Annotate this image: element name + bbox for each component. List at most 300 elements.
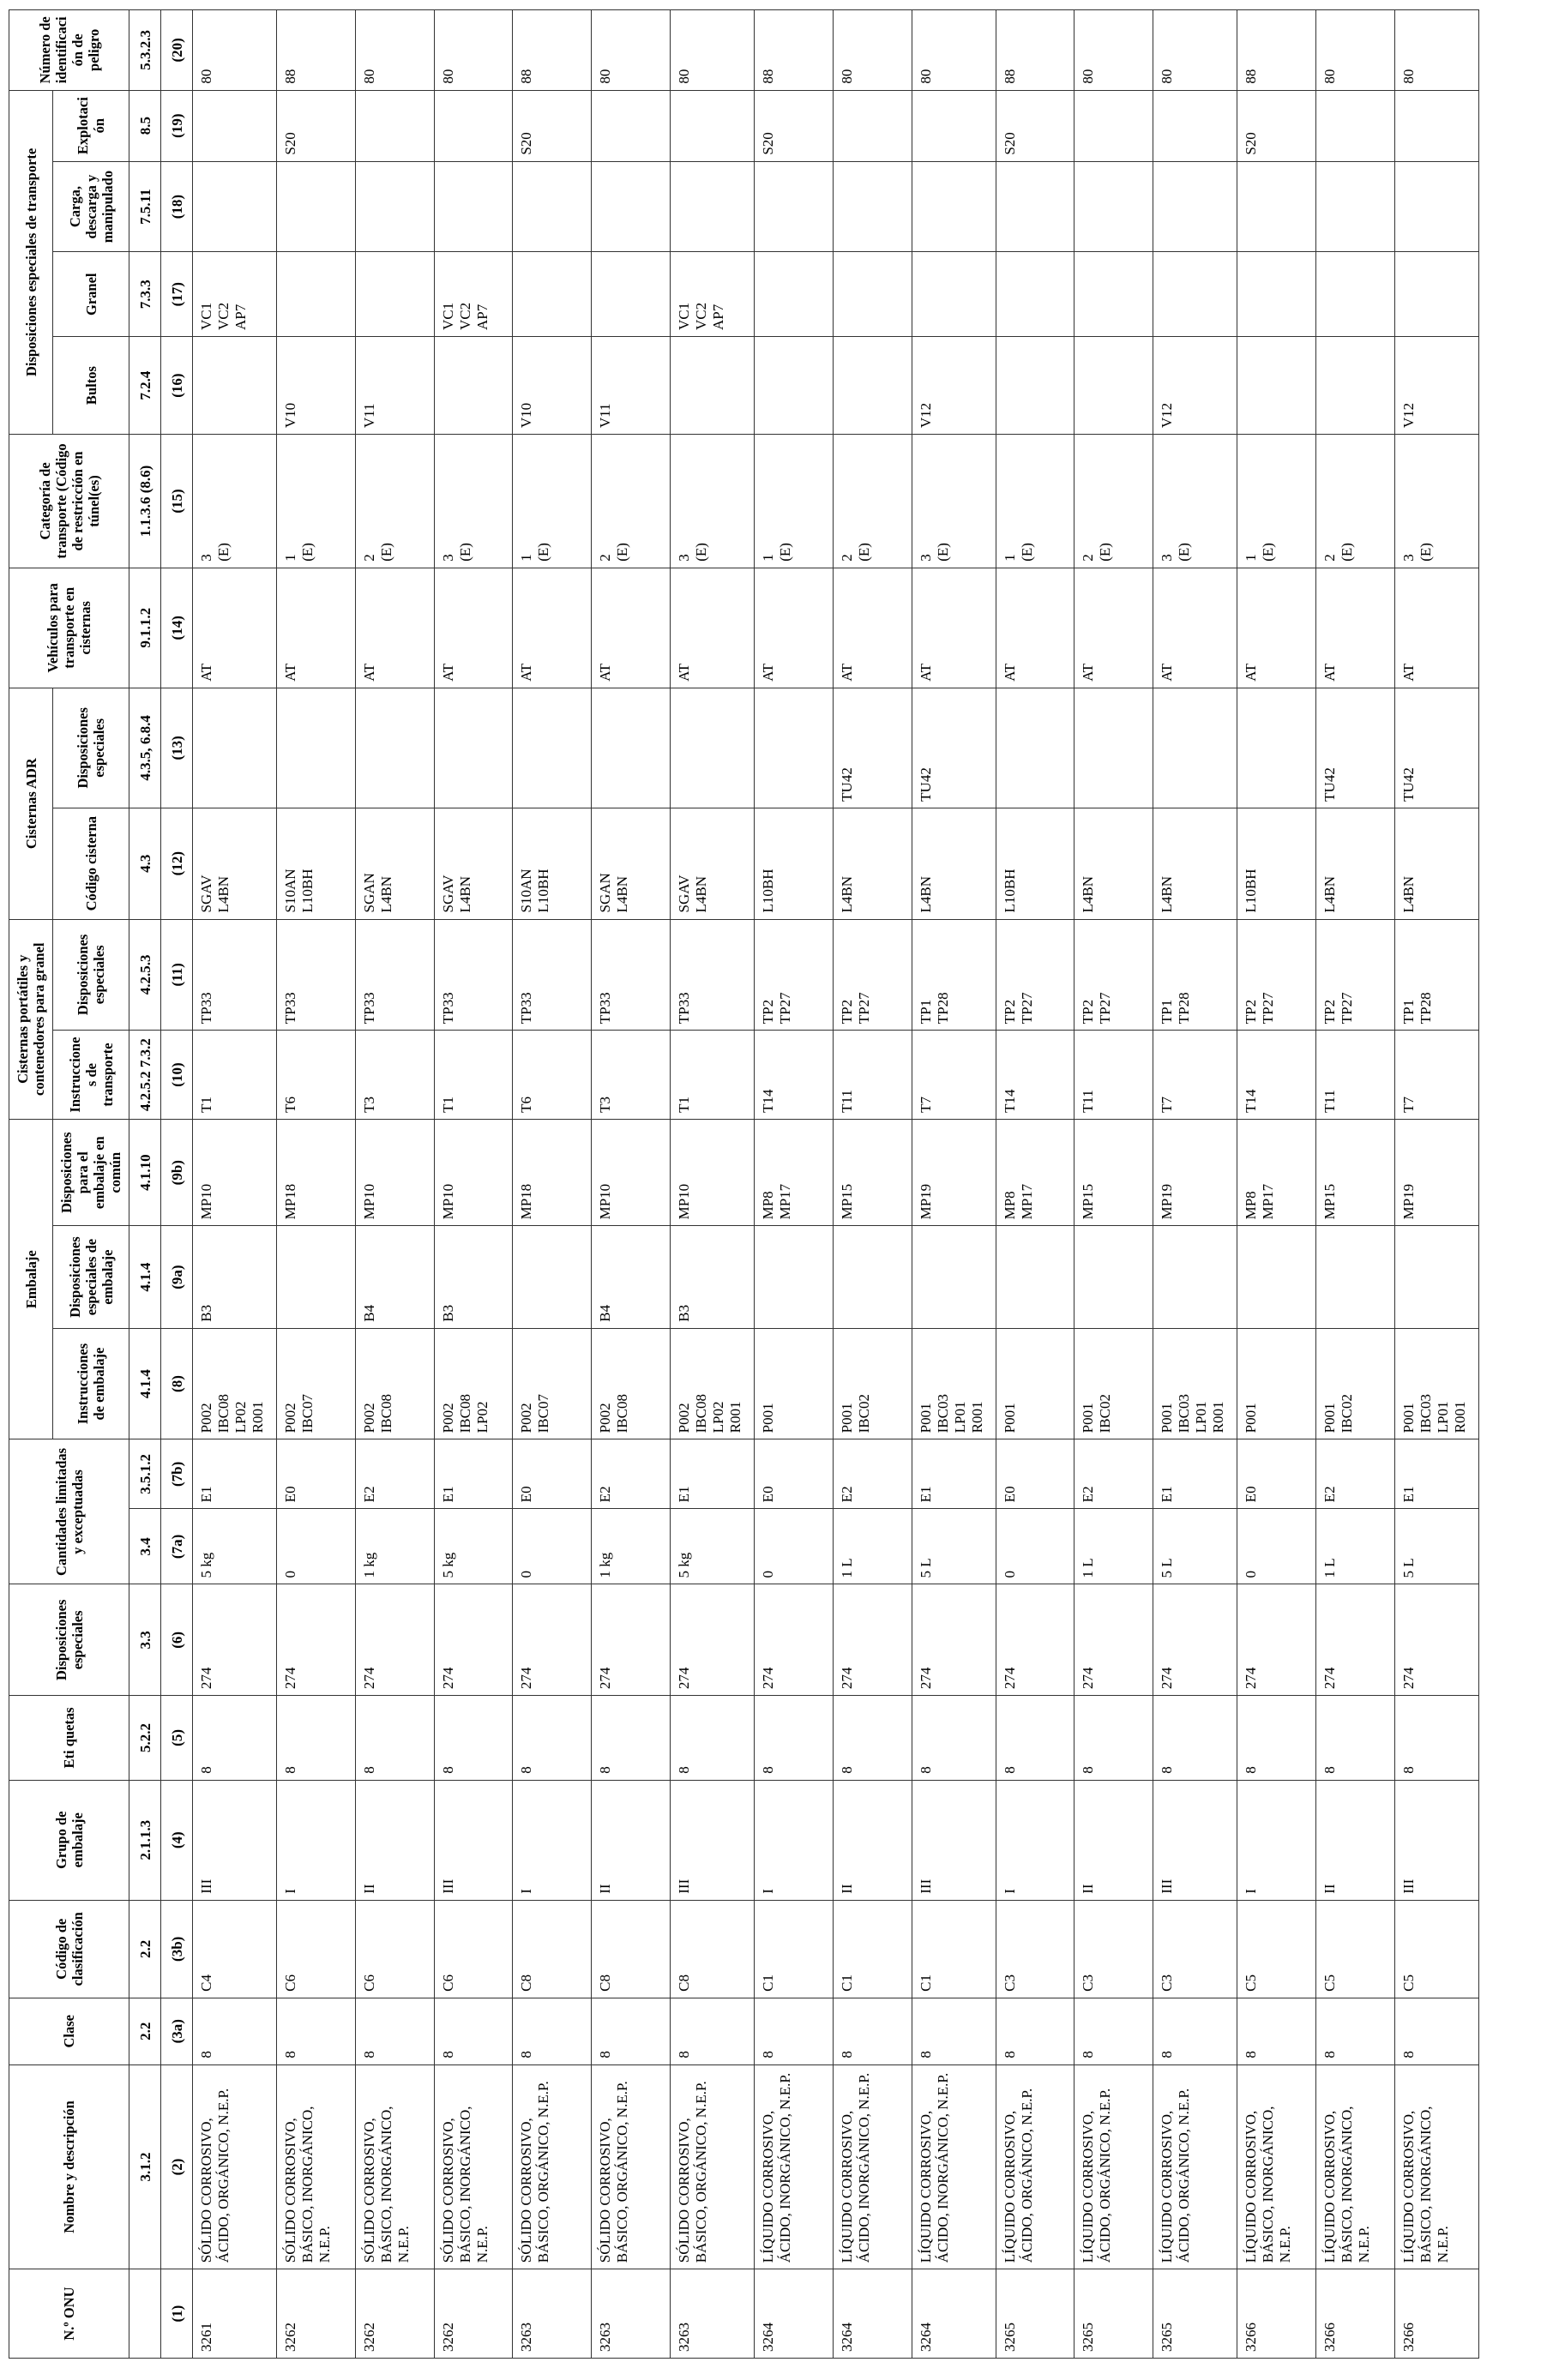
table-cell: C6	[355, 1900, 434, 1998]
table-cell: 1 kg	[355, 1509, 434, 1584]
table-cell	[996, 1226, 1074, 1328]
table-cell: L4BN	[912, 808, 996, 919]
table-cell: V12	[1394, 337, 1478, 435]
table-cell: C5	[1316, 1900, 1395, 1998]
table-cell: TU42	[1394, 688, 1478, 808]
table-cell	[1153, 252, 1237, 337]
table-cell: II	[833, 1780, 912, 1900]
table-row	[277, 10, 356, 2359]
table-cell: 8	[592, 1696, 671, 1781]
table-cell: 8	[355, 1696, 434, 1781]
table-cell: 8	[912, 1998, 996, 2064]
header-special-packing-provisions: Disposiciones especiales de embalaje	[53, 1226, 129, 1328]
table-cell	[1153, 1226, 1237, 1328]
table-cell	[193, 90, 277, 161]
reference-cell: 7.2.4	[129, 337, 161, 435]
reference-cell: 3.1.2	[129, 2064, 161, 2269]
table-cell: 2 (E)	[833, 435, 912, 568]
header-hazard-id-number: Número de identificación de peligro	[9, 10, 129, 91]
table-cell	[1237, 161, 1316, 252]
table-cell: 8	[277, 1998, 356, 2064]
table-cell: 2 (E)	[592, 435, 671, 568]
table-cell: T1	[193, 1031, 277, 1120]
table-cell: AT	[1237, 568, 1316, 688]
table-cell: E0	[755, 1439, 834, 1509]
table-cell: 5 L	[1394, 1509, 1478, 1584]
table-cell	[1074, 161, 1153, 252]
table-cell: 274	[1153, 1584, 1237, 1696]
name-description-cell: SÓLIDO CORROSIVO, BÁSICO, ORGÁNICO, N.E.P.	[513, 2064, 592, 2269]
header-group-portable-tanks: Cisternas portátiles y contenedores para granel	[9, 919, 53, 1119]
header-name-description: Nombre y descripción	[9, 2064, 129, 2269]
table-cell: 8	[1074, 1696, 1153, 1781]
table-cell: VC1 VC2 AP7	[670, 252, 754, 337]
table-cell: 2 (E)	[355, 435, 434, 568]
table-cell: AT	[670, 568, 754, 688]
table-cell: 8	[755, 1696, 834, 1781]
table-cell: 8	[1237, 1696, 1316, 1781]
table-cell: E2	[1074, 1439, 1153, 1509]
table-cell: AT	[1394, 568, 1478, 688]
table-cell	[1394, 252, 1478, 337]
table-cell	[912, 252, 996, 337]
reference-cell: 8.5	[129, 90, 161, 161]
table-cell: 8	[277, 1696, 356, 1781]
table-cell: III	[912, 1780, 996, 1900]
table-cell: C5	[1394, 1900, 1478, 1998]
table-cell: S20	[996, 90, 1074, 161]
reference-row	[129, 10, 161, 2359]
un-number-cell: 3262	[277, 2269, 356, 2359]
table-cell: 5 kg	[434, 1509, 513, 1584]
table-cell: 0	[755, 1509, 834, 1584]
un-number-cell: 3264	[833, 2269, 912, 2359]
table-cell: E2	[355, 1439, 434, 1509]
table-cell: III	[193, 1780, 277, 1900]
table-cell	[1394, 161, 1478, 252]
table-cell: 1 kg	[592, 1509, 671, 1584]
table-cell: P001 IBC02	[1316, 1328, 1395, 1439]
table-cell: I	[996, 1780, 1074, 1900]
table-cell: E1	[1153, 1439, 1237, 1509]
table-cell: V10	[277, 337, 356, 435]
table-cell: TU42	[1316, 688, 1395, 808]
table-cell: TP33	[513, 919, 592, 1031]
name-description-cell: LÍQUIDO CORROSIVO, BÁSICO, INORGÁNICO, N.E.P.	[1316, 2064, 1395, 2269]
table-cell: AT	[996, 568, 1074, 688]
table-cell	[996, 252, 1074, 337]
table-cell: AT	[592, 568, 671, 688]
table-cell	[1237, 337, 1316, 435]
table-cell: TP33	[670, 919, 754, 1031]
name-description-cell: LÍQUIDO CORROSIVO, ÁCIDO, ORGÁNICO, N.E.P.	[1153, 2064, 1237, 2269]
table-cell	[1074, 337, 1153, 435]
table-cell: TP2 TP27	[755, 919, 834, 1031]
table-cell	[833, 252, 912, 337]
table-cell	[193, 161, 277, 252]
table-cell	[592, 90, 671, 161]
header-labels: Eti quetas	[9, 1696, 129, 1781]
table-cell	[277, 252, 356, 337]
table-cell: VC1 VC2 AP7	[193, 252, 277, 337]
table-cell: L4BN	[1153, 808, 1237, 919]
table-cell: 80	[912, 10, 996, 91]
table-row	[592, 10, 671, 2359]
table-cell: E0	[513, 1439, 592, 1509]
table-cell: 274	[193, 1584, 277, 1696]
reference-cell	[129, 2269, 161, 2359]
table-cell	[1394, 90, 1478, 161]
table-cell: T14	[1237, 1031, 1316, 1120]
table-cell: 8	[1153, 1696, 1237, 1781]
column-number-cell: (20)	[161, 10, 193, 91]
table-cell: TP2 TP27	[1074, 919, 1153, 1031]
column-number-cell: (10)	[161, 1031, 193, 1120]
table-cell: T7	[1394, 1031, 1478, 1120]
table-cell: 80	[1074, 10, 1153, 91]
table-cell: 274	[355, 1584, 434, 1696]
column-number-cell: (15)	[161, 435, 193, 568]
column-number-cell: (7b)	[161, 1439, 193, 1509]
table-cell: C8	[513, 1900, 592, 1998]
table-cell	[1153, 90, 1237, 161]
table-cell: 5 L	[1153, 1509, 1237, 1584]
table-cell: V11	[355, 337, 434, 435]
table-cell: L10BH	[755, 808, 834, 919]
table-cell	[355, 161, 434, 252]
table-cell: L10BH	[1237, 808, 1316, 919]
table-cell: S20	[755, 90, 834, 161]
header-special-provisions: Disposiciones especiales	[9, 1584, 129, 1696]
table-cell: C3	[996, 1900, 1074, 1998]
table-cell	[1316, 161, 1395, 252]
name-description-cell: LÍQUIDO CORROSIVO, ÁCIDO, ORGÁNICO, N.E.P.	[1074, 2064, 1153, 2269]
column-number-cell: (7a)	[161, 1509, 193, 1584]
reference-cell: 1.1.3.6 (8.6)	[129, 435, 161, 568]
column-number-cell: (3b)	[161, 1900, 193, 1998]
un-number-cell: 3262	[434, 2269, 513, 2359]
table-cell: 8	[912, 1696, 996, 1781]
reference-cell: 2.2	[129, 1900, 161, 1998]
name-description-cell: LÍQUIDO CORROSIVO, ÁCIDO, INORGÁNICO, N.E.P.	[755, 2064, 834, 2269]
table-cell: SGAV L4BN	[670, 808, 754, 919]
table-cell	[1237, 252, 1316, 337]
table-cell: C1	[912, 1900, 996, 1998]
table-cell: T11	[1316, 1031, 1395, 1120]
header-tank-code: Código cisterna	[53, 808, 129, 919]
reference-cell: 7.5.11	[129, 161, 161, 252]
table-cell: V12	[1153, 337, 1237, 435]
table-cell: MP19	[1394, 1119, 1478, 1226]
reference-cell: 4.3.5, 6.8.4	[129, 688, 161, 808]
table-cell: 8	[193, 1696, 277, 1781]
table-cell: E2	[592, 1439, 671, 1509]
table-cell: P002 IBC07	[513, 1328, 592, 1439]
table-cell: E1	[912, 1439, 996, 1509]
reference-cell: 2.1.1.3	[129, 1780, 161, 1900]
table-cell: 8	[755, 1998, 834, 2064]
table-cell: 274	[1237, 1584, 1316, 1696]
table-cell: T11	[1074, 1031, 1153, 1120]
table-cell: P001	[755, 1328, 834, 1439]
table-cell: S20	[1237, 90, 1316, 161]
table-cell: 0	[996, 1509, 1074, 1584]
table-cell: C3	[1074, 1900, 1153, 1998]
table-cell: E1	[434, 1439, 513, 1509]
table-cell: 3 (E)	[912, 435, 996, 568]
column-number-cell: (1)	[161, 2269, 193, 2359]
table-cell	[355, 252, 434, 337]
table-cell: 88	[277, 10, 356, 91]
table-cell	[833, 90, 912, 161]
table-cell: SGAV L4BN	[193, 808, 277, 919]
table-cell: TP1 TP28	[912, 919, 996, 1031]
table-cell: MP8 MP17	[1237, 1119, 1316, 1226]
table-cell: 8	[592, 1998, 671, 2064]
column-number-cell: (4)	[161, 1780, 193, 1900]
table-cell: 5 kg	[670, 1509, 754, 1584]
table-cell: AT	[513, 568, 592, 688]
table-cell: MP15	[833, 1119, 912, 1226]
table-cell: 80	[434, 10, 513, 91]
table-cell: S20	[513, 90, 592, 161]
reference-cell: 3.3	[129, 1584, 161, 1696]
table-cell: 8	[355, 1998, 434, 2064]
table-cell: T11	[833, 1031, 912, 1120]
table-cell	[355, 90, 434, 161]
column-number-cell: (2)	[161, 2064, 193, 2269]
table-cell: L4BN	[833, 808, 912, 919]
header-operation: Explotación	[53, 90, 129, 161]
table-cell: MP8 MP17	[996, 1119, 1074, 1226]
table-cell: 1 L	[1316, 1509, 1395, 1584]
table-cell: B4	[355, 1226, 434, 1328]
reference-cell: 5.2.2	[129, 1696, 161, 1781]
table-cell: TP1 TP28	[1153, 919, 1237, 1031]
table-cell: C1	[755, 1900, 834, 1998]
table-cell: V12	[912, 337, 996, 435]
table-cell: I	[1237, 1780, 1316, 1900]
header-row-1	[9, 10, 53, 2359]
column-number-cell: (13)	[161, 688, 193, 808]
table-cell: MP10	[670, 1119, 754, 1226]
table-cell: S10AN L10BH	[277, 808, 356, 919]
table-cell: 0	[1237, 1509, 1316, 1584]
header-packing-instructions: Instrucciones de embalaje	[53, 1328, 129, 1439]
table-cell: AT	[1153, 568, 1237, 688]
table-cell	[592, 161, 671, 252]
table-cell: C6	[277, 1900, 356, 1998]
column-number-row	[161, 10, 193, 2359]
table-cell: C8	[592, 1900, 671, 1998]
table-cell: MP19	[912, 1119, 996, 1226]
header-portable-special-provisions: Disposiciones especiales	[53, 919, 129, 1031]
reference-cell: 4.2.5.2 7.3.2	[129, 1031, 161, 1120]
table-cell: C4	[193, 1900, 277, 1998]
table-cell: 3 (E)	[1153, 435, 1237, 568]
table-cell: L4BN	[1316, 808, 1395, 919]
table-cell: T3	[592, 1031, 671, 1120]
table-cell: 274	[670, 1584, 754, 1696]
table-row	[912, 10, 996, 2359]
table-cell: AT	[1316, 568, 1395, 688]
header-tank-special-provisions: Disposiciones especiales	[53, 688, 129, 808]
table-cell	[1316, 252, 1395, 337]
table-cell: II	[1316, 1780, 1395, 1900]
table-cell: AT	[434, 568, 513, 688]
table-cell: VC1 VC2 AP7	[434, 252, 513, 337]
table-cell: TU42	[833, 688, 912, 808]
table-cell: 8	[670, 1696, 754, 1781]
table-row	[996, 10, 1074, 2359]
table-cell: SGAV L4BN	[434, 808, 513, 919]
table-cell: 80	[833, 10, 912, 91]
table-cell: 8	[513, 1998, 592, 2064]
column-number-cell: (3a)	[161, 1998, 193, 2064]
table-cell: L10BH	[996, 808, 1074, 919]
table-cell: III	[434, 1780, 513, 1900]
table-row	[355, 10, 434, 2359]
table-cell: P002 IBC07	[277, 1328, 356, 1439]
table-cell: T14	[755, 1031, 834, 1120]
table-row	[755, 10, 834, 2359]
table-row	[1316, 10, 1395, 2359]
table-cell: 88	[996, 10, 1074, 91]
table-cell: TP33	[434, 919, 513, 1031]
table-cell: P001 IBC02	[1074, 1328, 1153, 1439]
table-cell: MP10	[434, 1119, 513, 1226]
table-cell: 2 (E)	[1316, 435, 1395, 568]
table-cell: C5	[1237, 1900, 1316, 1998]
name-description-cell: LÍQUIDO CORROSIVO, ÁCIDO, INORGÁNICO, N.E.P.	[833, 2064, 912, 2269]
table-cell: T1	[434, 1031, 513, 1120]
table-cell: 1 (E)	[1237, 435, 1316, 568]
table-cell	[434, 337, 513, 435]
table-cell: 274	[996, 1584, 1074, 1696]
table-cell: E0	[1237, 1439, 1316, 1509]
name-description-cell: LÍQUIDO CORROSIVO, ÁCIDO, INORGÁNICO, N.E.P.	[912, 2064, 996, 2269]
column-number-cell: (8)	[161, 1328, 193, 1439]
header-transport-category: Categoría de transporte (Código de restricción en túnel(es)	[9, 435, 129, 568]
header-mixed-packing: Disposiciones para el embalaje en común	[53, 1119, 129, 1226]
table-cell: T6	[513, 1031, 592, 1120]
table-cell	[1153, 688, 1237, 808]
header-bulk: Granel	[53, 252, 129, 337]
table-cell: 8	[434, 1998, 513, 2064]
table-cell: 3 (E)	[434, 435, 513, 568]
table-cell: P002 IBC08 LP02	[434, 1328, 513, 1439]
name-description-cell: SÓLIDO CORROSIVO, BÁSICO, INORGÁNICO, N.E.P.	[277, 2064, 356, 2269]
table-cell: 1 (E)	[996, 435, 1074, 568]
table-cell: 1 (E)	[755, 435, 834, 568]
table-cell: I	[277, 1780, 356, 1900]
table-row	[193, 10, 277, 2359]
table-cell	[996, 161, 1074, 252]
table-cell: II	[1074, 1780, 1153, 1900]
table-cell	[912, 90, 996, 161]
table-cell: TP2 TP27	[996, 919, 1074, 1031]
table-cell: T1	[670, 1031, 754, 1120]
table-cell: 274	[755, 1584, 834, 1696]
table-cell: III	[1394, 1780, 1478, 1900]
table-cell: TU42	[912, 688, 996, 808]
table-cell: E2	[1316, 1439, 1395, 1509]
table-cell: AT	[755, 568, 834, 688]
table-cell	[670, 161, 754, 252]
table-cell	[193, 337, 277, 435]
table-cell: TP33	[592, 919, 671, 1031]
table-cell	[277, 1226, 356, 1328]
reference-cell: 9.1.1.2	[129, 568, 161, 688]
reference-cell: 3.5.1.2	[129, 1439, 161, 1509]
table-cell: E1	[193, 1439, 277, 1509]
table-cell: 8	[1316, 1696, 1395, 1781]
table-row	[1394, 10, 1478, 2359]
table-cell	[434, 90, 513, 161]
table-cell: 8	[1394, 1696, 1478, 1781]
table-cell	[1153, 161, 1237, 252]
table-cell: 80	[1153, 10, 1237, 91]
table-cell	[1074, 1226, 1153, 1328]
table-cell: T3	[355, 1031, 434, 1120]
column-number-cell: (17)	[161, 252, 193, 337]
table-row	[434, 10, 513, 2359]
table-cell: 274	[1394, 1584, 1478, 1696]
table-cell: MP19	[1153, 1119, 1237, 1226]
reference-cell: 2.2	[129, 1998, 161, 2064]
name-description-cell: LÍQUIDO CORROSIVO, BÁSICO, INORGÁNICO, N.E.P.	[1237, 2064, 1316, 2269]
table-cell: 8	[193, 1998, 277, 2064]
table-cell: 8	[996, 1998, 1074, 2064]
reference-cell: 4.2.5.3	[129, 919, 161, 1031]
table-cell: MP15	[1074, 1119, 1153, 1226]
table-cell: MP18	[277, 1119, 356, 1226]
column-number-cell: (16)	[161, 337, 193, 435]
dangerous-goods-table	[9, 9, 1479, 2359]
table-cell: 8	[996, 1696, 1074, 1781]
table-cell: TP1 TP28	[1394, 919, 1478, 1031]
table-cell: AT	[355, 568, 434, 688]
reference-cell: 4.3	[129, 808, 161, 919]
table-cell: III	[1153, 1780, 1237, 1900]
table-cell: 8	[1316, 1998, 1395, 2064]
table-row	[1237, 10, 1316, 2359]
table-cell: AT	[277, 568, 356, 688]
table-cell: L4BN	[1394, 808, 1478, 919]
name-description-cell: SÓLIDO CORROSIVO, ÁCIDO, ORGÁNICO, N.E.P.	[193, 2064, 277, 2269]
table-cell	[513, 688, 592, 808]
table-cell: TP33	[355, 919, 434, 1031]
table-cell: II	[355, 1780, 434, 1900]
table-cell: 274	[833, 1584, 912, 1696]
name-description-cell: LÍQUIDO CORROSIVO, ÁCIDO, ORGÁNICO, N.E.P.	[996, 2064, 1074, 2269]
table-cell	[513, 252, 592, 337]
table-cell	[833, 337, 912, 435]
table-cell: MP10	[193, 1119, 277, 1226]
table-cell: 8	[1237, 1998, 1316, 2064]
un-number-cell: 3262	[355, 2269, 434, 2359]
table-cell: T6	[277, 1031, 356, 1120]
un-number-cell: 3261	[193, 2269, 277, 2359]
table-cell: 3 (E)	[1394, 435, 1478, 568]
reference-cell: 4.1.4	[129, 1328, 161, 1439]
table-cell: MP18	[513, 1119, 592, 1226]
table-cell: V11	[592, 337, 671, 435]
un-number-cell: 3266	[1394, 2269, 1478, 2359]
table-cell	[755, 161, 834, 252]
table-cell: S20	[277, 90, 356, 161]
table-cell: B3	[670, 1226, 754, 1328]
